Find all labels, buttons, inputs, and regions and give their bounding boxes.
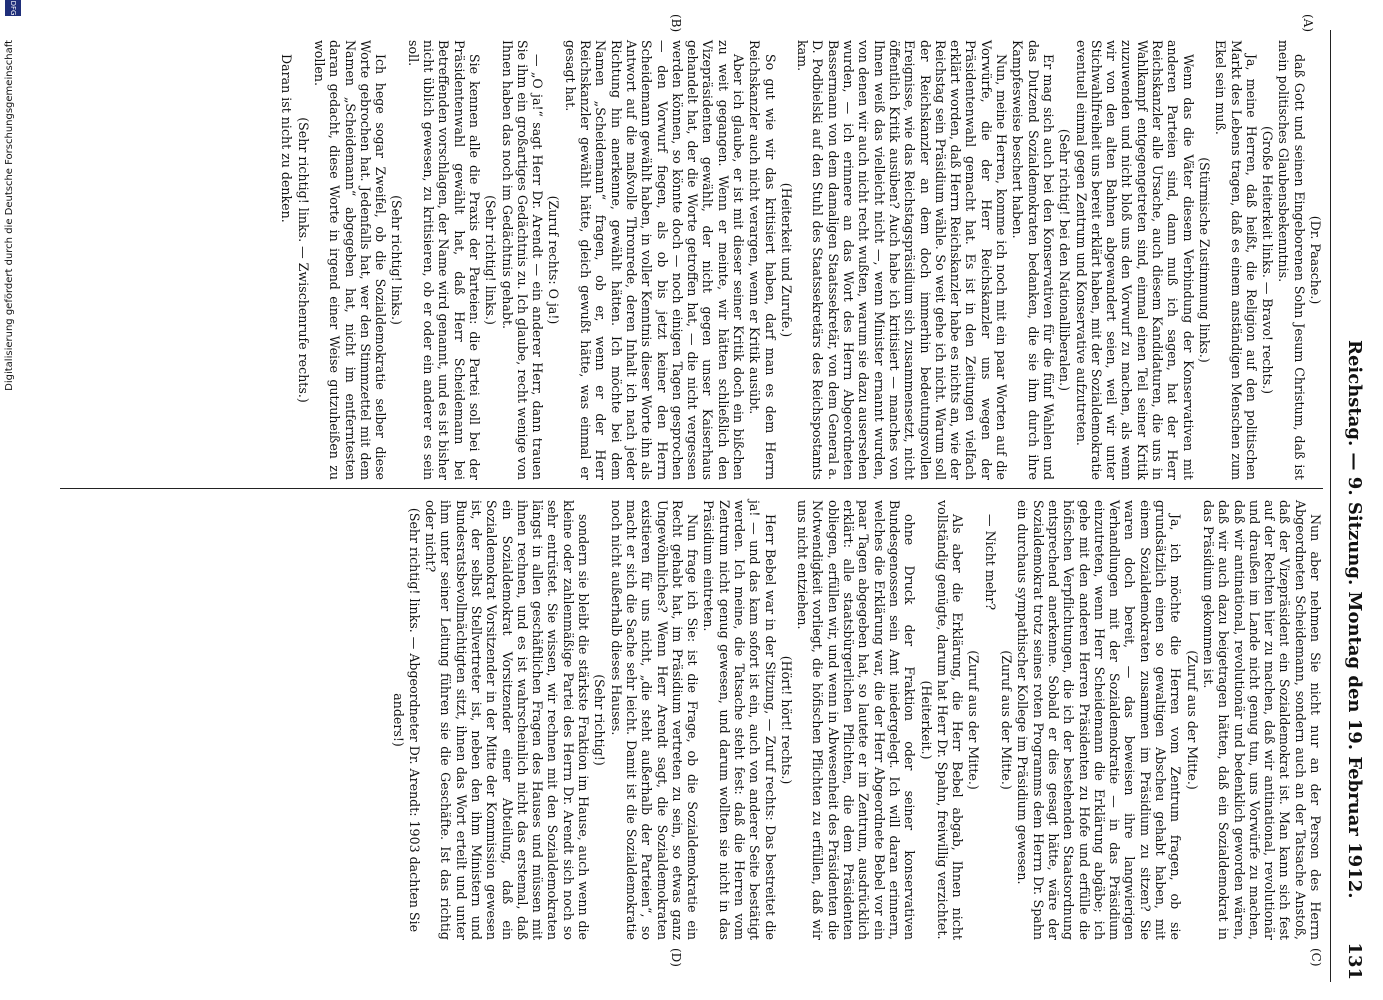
column-divider xyxy=(60,488,1323,489)
left-column-paragraph: Wenn das die Väter diesem Verbindung der Konservativen mit anderen Parteien sind, dann muß ich sagen, hat der Herr Reichskanzler alle Ursache, auch diesem Kandidaturen, die uns in Wahlkampf entgegengetreten sind, einmal einen Teil seiner Kritik zuzuwenden und nicht bloß uns den Vorwurf zu machen, als wenn wir von den alten Bahnen abgewandert seien, weil wir unter Stichwahlfreiheit uns bereit erklärt haben, mit der Sozialdemokratie eventuell einmal gegen Zentrum und Konservative aufzutreten. xyxy=(1073,40,1196,480)
right-column-paragraph: (Hört! hört! rechts.) xyxy=(778,655,794,785)
left-column-paragraph: (Zuruf rechts: O ja!) xyxy=(546,195,562,325)
right-column xyxy=(390,500,1323,940)
left-column-paragraph: (Sehr richtig! links.) xyxy=(389,195,405,325)
left-column-paragraph: Aber ich glaube, er ist mit dieser seiner Kritik doch ein bißchen zu weit gegangen. Wenn er meinte, wir hätten schließlich den Vizepräsidenten gewählt, der nicht gegen unser Kaiserhaus gehandelt hat, der die Worte getroffen hat, — die nicht vergessen werden können, so könnte doch — noch einigen Tagen gesprochen — den Vorwurf fiegen, als ob bis jetzt keiner den Herrn Scheidemann gewählt haben, in voller Kenntnis dieser Worte ihn als Antwort auf die maßvolle Thronrede, deren Inhalt ich nach jeder Richtung hin anerkenne, gewählt hätten. Ich möchte bei dem Namen „Scheidemann“ fragen, ob er, wenn er der Herr Reichskanzler gewählt hätte, gleich gewußt hätte, was einmal er gesagt hat. xyxy=(562,40,747,480)
left-column-paragraph: Sie kennen alle die Praxis der Parteien: die Partei soll bei der Präsidentenwahl gewählt hat, daß Herr Scheidemann bei Betreffenden vorschlagen, der Name wird genannt, und es ist bisher nicht üblich gewesen, zu kritisieren, ob er oder ein anderer es sein soll. xyxy=(405,40,482,480)
header-title: Reichstag. — 9. Sitzung. Montag den 19. Februar 1912. xyxy=(1344,340,1365,899)
left-column-paragraph: (Sehr richtig! bei den Nationalliberalen.) xyxy=(1057,128,1073,392)
footer-credit: Digitalisierung gefördert durch die Deutsche Forschungsgemeinschaft xyxy=(4,40,15,391)
left-column xyxy=(278,40,1323,480)
left-column-paragraph: (Stürmische Zustimmung links.) xyxy=(1196,157,1212,363)
right-column-paragraph: (Sehr richtig!) xyxy=(592,674,608,766)
margin-letter-c: (C) xyxy=(1309,948,1323,967)
left-column-paragraph: (Sehr richtig! links.) xyxy=(483,195,499,325)
right-column-paragraph: (Zuruf aus der Mitte.) xyxy=(999,650,1015,790)
right-column-paragraph: — Nicht mehr? xyxy=(982,514,998,611)
left-column-paragraph: Er mag sich auch bei den Konservativen für die fünf Wahlen und das Dutzend Sozialdemokraten bedanken, die sie ihm durch ihre Kampfesweise beschert haben. xyxy=(1010,40,1056,480)
header-rule xyxy=(1330,30,1331,982)
page-header xyxy=(1335,30,1365,980)
speaker-label: (Dr. Paasche.) xyxy=(1308,215,1323,305)
page-number: 131 xyxy=(1344,942,1365,980)
right-column-paragraph: sondern sie bleibt die stärkste Fraktion im Hause, auch wenn die kleine oder zahlenmäßige Partei des Herrn Dr. Arendt sich noch so sehr entrüstet. Sie wissen, wir rechnen mit den Sozialdemokraten längst in allen geschäftlichen Fragen des Hauses und müssen mit ihnen rechnen, und es ist wahrscheinlich nicht das erstemal, daß ein Sozialdemokrat Vorsitzender einer Abteilung, daß ein Sozialdemokrat Vorsitzender in der Mitte der Kommission gewesen ist, der selbst Stellvertreter ist, neben den ihm Ministern und Bundesratsbevollmächtigten sitzt, ihnen das Wort erteilt und unter ihm unter seiner Leitung führen sie die Geschäfte. Ist das richtig oder nicht? xyxy=(423,500,592,940)
left-column-paragraph: Nun, meine Herren, komme ich noch mit ein paar Worten auf die Vorwürfe, die der Herr Reichskanzler uns wegen der Präsidentenwahl gemacht hat. Es ist in den Zeitungen vielfach erklärt worden, daß Herrn Reichskanzler habe es nichts an, wie der Reichstag sein Präsidium wähle. So weit gehe ich nicht. Warum soll der Reichskanzler an dem doch immerhin bedeutungsvollen Ereignisse, wie das Reichstagspräsidium sich zusammensetzt, nicht öffentlich Kritik ausüben? Auch habe ich kritisiert — manches von Ihnen weiß das vielleicht nicht —, wenn Minister ernannt wurden, von denen wir auch nicht recht wußten, warum sie dazu ausersehen wurden, — ich erinnere an das Wort des Herrn Abgeordneten Bassermann von dem damaligen Staatssekretär, von dem General a. D. Podbielski auf den Stuhl des Staatssekretärs des Reichspostamts kam. xyxy=(795,40,1010,480)
left-column-paragraph: (Sehr richtig! links. — Zwischenrufe rechts.) xyxy=(295,117,311,403)
right-column-paragraph: Nun aber nehmen Sie nicht nur an der Person des Herrn Abgeordneten Scheidemann, sondern auch an der Tatsache Anstoß, daß der Vizepräsident ein Sozialdemokrat ist. Man kann sich fest auf der Rechten hier zu machen, daß wir antinational, revolutionär und draußen im Lande nicht genug tun, uns Vorwürfe zu machen, daß wir antinational, revolutionär und bedenklich geworden wären, daß wir auch dazu beigetragen hätten, daß ein Sozialdemokrat in das Präsidium gekommen ist. xyxy=(1200,500,1323,940)
left-column-paragraph: Ich hege sogar Zweifel, ob die Sozialdemokratie selber diese Worte gebrochen hat. Jedenfalls hat, wer den Stimmzettel mit dem Namen „Scheidemann“ abgegeben hat, nicht im entferntesten daran gedacht, diese Worte in irgend einer Weise gutzuheißen zu wollen. xyxy=(312,40,389,480)
right-column-paragraph: Nun frage ich Sie: ist die Frage, ob die Sozialdemokratie ein Recht gehabt hat, im Präsidium vertreten zu sein, so etwas ganz Ungewöhnliches? Wenn Herr Arendt sagt, die Sozialdemokraten existieren für uns nicht, „die steht außerhalb der Parteien“, so macht er sich die Sache sehr leicht. Damit ist die Sozialdemokratie noch nicht außerhalb dieses Hauses. xyxy=(608,500,701,940)
left-column-paragraph: Daran ist nicht zu denken. xyxy=(279,54,295,223)
right-column-paragraph: (Zuruf aus der Mitte.) xyxy=(966,650,982,790)
right-column-paragraph: Ja, ich möchte die Herren vom Zentrum fragen, ob sie grundsätzlich einen so gewaltigen Abscheu gehabt haben, mit einem Sozialdemokraten zusammen im Präsidium zu sitzen? Sie waren doch bereit, — das beweisen ihre langwierigen Verhandlungen mit der Sozialdemokratie — in das Präsidium einzutreten, wenn Herr Scheidemann die Erklärung abgäbe; ich gehe mit den anderen Herren Präsidenten zu Hofe und erfülle die höfischen Verpflichtungen, die ich der bestehenden Staatsordnung entsprechend anerkenne. Sobald er dies gesagt hätte, wäre der Sozialdemokrat trotz seines roten Programms dem Herrn Dr. Spahn ein durchaus sympathischer Kollege im Präsidium gewesen. xyxy=(1015,500,1184,940)
right-column-paragraph: Herr Bebel war in der Sitzung, — Zuruf rechts: Das bestreitet die ja! — und das kam sofort ist ein, auch von anderer Seite bestätigt werden. Ich meine, die Tatsache steht fest: daß die Herren vom Zentrum nicht genug gewesen, und darum wollten sie nicht in das Präsidium eintreten. xyxy=(701,500,778,940)
left-column-paragraph: Ja, meine Herren, daß heißt, die Religion auf den politischen Markt des Lebens tragen, daß es einem anständigen Menschen zum Ekel sein muß. xyxy=(1213,40,1259,480)
right-column-paragraph: (Sehr richtig! links. — Abgeordneter Dr. Arendt: 1903 dachten Sie anders!) xyxy=(391,507,422,933)
right-column-paragraph: (Heiterkeit.) xyxy=(918,680,934,760)
margin-letter-a: (A) xyxy=(1301,14,1315,33)
margin-letter-d: (D) xyxy=(669,948,683,967)
left-column-paragraph: So gut wie wir das kritisiert haben, darf man es dem Herrn Reichskanzler auch nicht verargen, wenn er Kritik ausübt. xyxy=(747,40,778,480)
right-column-paragraph: ohne Druck der Fraktion oder seiner konservativen Bundesgenossen sein Amt niedergelegt. Ich will daran erinnern, welches die Erklärung war, die der Herr Abgeordnete Bebel vor ein paar Tagen abgegeben hat, so lautete er im Zentrum, ausdrücklich erklärt: alle staatsbürgerlichen Pflichten, die dem Präsidenten obliegen, erfüllen wir, und wenn in Abwesenheit des Präsidenten die Notwendigkeit vorliegt, die höfischen Pflichten zu erfüllen, daß wir uns nicht entziehen. xyxy=(795,500,918,940)
left-column-paragraph: (Große Heiterkeit links. — Bravo! rechts.) xyxy=(1260,125,1276,395)
margin-letter-b: (B) xyxy=(669,14,683,33)
left-column-paragraph: daß Gott und seinen Eingeborenen Sohn Jesum Christum, daß ist mein politisches Glaubensbekenntnis. xyxy=(1276,40,1307,480)
dfg-logo: DFG xyxy=(5,0,21,16)
right-column-paragraph: (Zuruf aus der Mitte.) xyxy=(1184,650,1200,790)
left-column-paragraph: — „O ja!“ sagt Herr Dr. Arendt — ein anderer Herr, dann trauen Sie ihm ein großartiges Gedächtnis zu. Ich glaube, recht wenige von Ihnen haben das noch im Gedächtnis gehabt. xyxy=(499,40,546,480)
left-column-paragraph: (Heiterkeit und Zurufe.) xyxy=(778,182,794,338)
right-column-paragraph: Als aber die Erklärung, die Herr Bebel abgab, Ihnen nicht vollständig genügte, darum hat Herr Dr. Spahn, freiwillig verzichtet. xyxy=(934,500,966,940)
